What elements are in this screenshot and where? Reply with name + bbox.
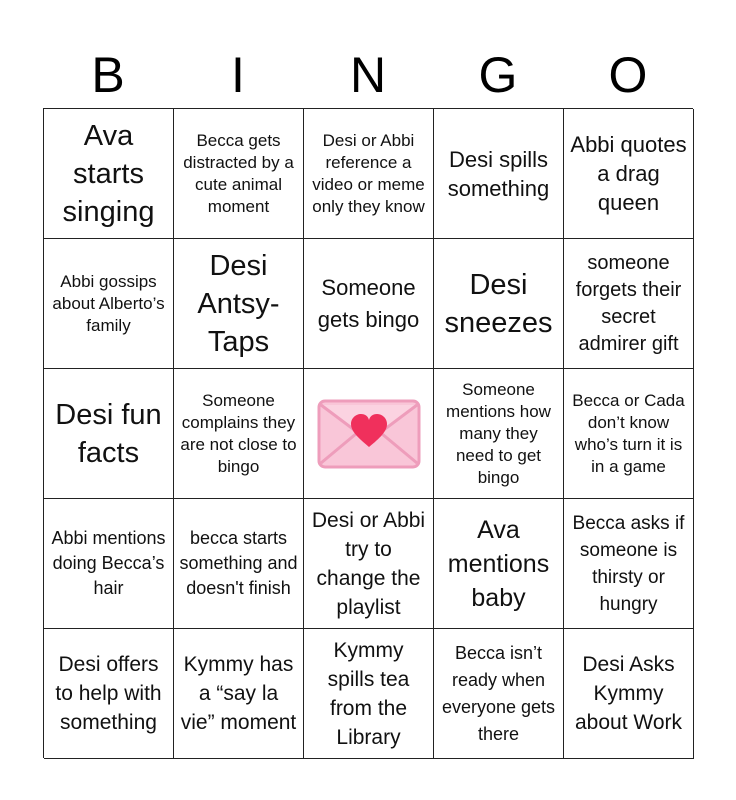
- cell-text: Desi sneezes: [444, 268, 553, 339]
- bingo-cell[interactable]: [44, 499, 174, 629]
- header-letter-b: B: [91, 47, 125, 103]
- cell-text: becca starts something and doesn't finish: [179, 528, 298, 598]
- cell-text: Ava mentions baby: [447, 515, 550, 612]
- cell-text: Becca or Cada don’t know who’s turn it is in a game: [572, 390, 685, 476]
- header-letter-i: I: [231, 47, 245, 103]
- cell-text: Someone gets bingo: [317, 274, 420, 332]
- cell-text: Someone complains they are not close to bingo: [180, 390, 297, 476]
- bingo-cell[interactable]: [174, 629, 304, 759]
- bingo-grid: [43, 108, 693, 758]
- cell-text: Desi spills something: [447, 146, 550, 201]
- header-letter-g: G: [478, 47, 518, 103]
- bingo-cell[interactable]: [174, 239, 304, 369]
- header-letter-o: O: [608, 47, 648, 103]
- bingo-cell[interactable]: [434, 499, 564, 629]
- cell-text: Desi offers to help with something: [55, 653, 162, 734]
- bingo-cell[interactable]: [174, 499, 304, 629]
- cell-text: Desi Antsy-Taps: [197, 249, 280, 358]
- cell-text: Kymmy spills tea from the Library: [327, 638, 410, 749]
- cell-text: someone forgets their secret admirer gift: [575, 251, 682, 355]
- bingo-cell[interactable]: [564, 369, 694, 499]
- cell-text: Someone mentions how many they need to get bingo: [446, 379, 551, 487]
- cell-text: Ava starts singing: [62, 119, 155, 228]
- cell-text: Kymmy has a “say la vie” moment: [180, 653, 297, 734]
- bingo-cell[interactable]: [174, 109, 304, 239]
- love-letter-icon: [317, 399, 421, 469]
- cell-text: Abbi quotes a drag queen: [570, 132, 687, 215]
- cell-text: Desi fun facts: [55, 398, 162, 469]
- bingo-cell[interactable]: [564, 239, 694, 369]
- bingo-cell[interactable]: [434, 629, 564, 759]
- cell-text: Becca asks if someone is thirsty or hungry: [572, 512, 685, 615]
- bingo-cell[interactable]: [304, 109, 434, 239]
- bingo-cell[interactable]: [304, 499, 434, 629]
- bingo-cell[interactable]: [44, 239, 174, 369]
- header-letter-n: N: [349, 47, 387, 103]
- bingo-cell[interactable]: [434, 239, 564, 369]
- bingo-cell[interactable]: [174, 369, 304, 499]
- bingo-cell[interactable]: [434, 369, 564, 499]
- bingo-cell[interactable]: [44, 369, 174, 499]
- bingo-cell[interactable]: [564, 109, 694, 239]
- bingo-header: [43, 42, 693, 108]
- bingo-cell[interactable]: [304, 629, 434, 759]
- bingo-cell[interactable]: [44, 109, 174, 239]
- cell-text: Becca isn’t ready when everyone gets there: [441, 642, 556, 744]
- cell-text: Desi Asks Kymmy about Work: [575, 653, 682, 734]
- cell-text: Abbi mentions doing Becca’s hair: [51, 528, 166, 598]
- free-space-cell[interactable]: [304, 369, 434, 499]
- bingo-cell[interactable]: [564, 629, 694, 759]
- bingo-cell[interactable]: [44, 629, 174, 759]
- cell-text: Abbi gossips about Alberto’s family: [52, 271, 165, 335]
- bingo-cell[interactable]: [434, 109, 564, 239]
- bingo-cell[interactable]: [304, 239, 434, 369]
- cell-text: Becca gets distracted by a cute animal moment: [183, 130, 294, 216]
- bingo-cell[interactable]: [564, 499, 694, 629]
- cell-text: Desi or Abbi try to change the playlist: [311, 508, 426, 619]
- cell-text: Desi or Abbi reference a video or meme only they know: [312, 130, 425, 216]
